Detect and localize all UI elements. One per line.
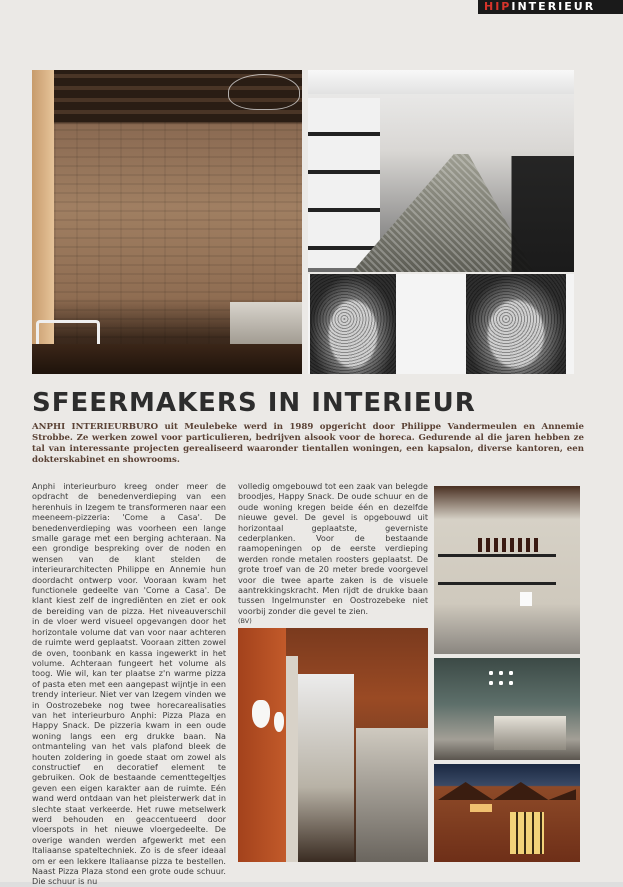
brand-hip: HIP <box>484 0 512 13</box>
roof <box>438 782 576 800</box>
bottles <box>478 538 540 552</box>
photo-snack-bar <box>434 658 580 760</box>
corridor-view <box>298 674 354 862</box>
display-counter <box>494 716 566 750</box>
chandelier <box>228 74 300 110</box>
wall-lamp-small <box>274 712 284 732</box>
pendant-lights <box>486 668 516 688</box>
pizza-counter <box>230 302 302 350</box>
notice <box>520 592 532 606</box>
photo-designer-portraits <box>308 274 574 374</box>
shop-sign <box>470 804 492 812</box>
photo-corridor <box>238 628 428 862</box>
wall-shelves <box>308 98 380 268</box>
article-column-1: Anphi interieurburo kreeg onder meer de opdracht de benedenverdieping van een herenhuis in Izegem te transformeren naar een meeneem-pizzeria: 'Come a Casa'. De benedenverdieping was voorheen een lange smalle garage met een berging achteraan. Na een grondige bespreking over de noden en wensen van de klant stelden de interieurarchitecten Philippe en Annemie hun doordacht ontwerp voor. Vooraan kwam het functionele gedeelte van 'Come a Casa'. De klant kiest zelf de ingrediënten en ziet er ook de bereiding van de pizza. Het niveauverschil in de vloer werd visueel opgevangen door het horizontale volume dat van voor naar achteren de ruimte werd geplaatst. Vooraan zitten zowel de oven, toonbank en kassa ingewerkt in het volume. Achteraan fungeert het volume als toog. Wie wil, kan ter plaatse z'n warme pizza of pasta eten met een aangepast wijntje in een trendy interieur. Niet ver van Izegem vinden we in Oostrozebeke nog twee horecarealisaties van het interieurburo Anphi: Pizza Plaza en Happy Snack. De pizzeria kwam in een oude woning langs een erg drukke baan. Na ontmanteling van het vals plafond bleek de houten zoldering in goede staat om zowel als constructief en decoratief element te gebruiken. Ook de bestaande cementtegeltjes geven een eigen karakter aan de ruimte. Eén wand werd ontdaan van het pleisterwerk dat in slechte staat verkeerde. Het ruwe metselwerk werd behouden en geaccentueerd door vloerspots in het nieuwe vloergedeelte. De overige wanden werden afgewerkt met een Italiaanse spateltechniek. Zo is de sfeer ideaal om er een lekkere Italiaanse pizza te bestellen. Naast Pizza Plaza stond een grote oude schuur. Die schuur is nu <box>32 481 226 887</box>
bar-stools <box>496 156 574 272</box>
portrait-man <box>466 274 566 374</box>
article-intro: ANPHI INTERIEURBURO uit Meulebeke werd in 1989 opgericht door Philippe Vandermeulen en Annemie Strobbe. Ze werken zowel voor particulieren, bedrijven alsook voor de horeca. Gedurende al die jaren hebben ze tal van interessante projecten gerealiseerd waaronder tientallen woningen, een kapsalon, diverse kantoren, een dokterskabinet en showrooms. <box>32 422 584 465</box>
article-headline: SFEERMAKERS IN INTERIEUR <box>32 388 476 418</box>
partition-wall <box>286 656 298 862</box>
photo-long-counter <box>308 70 574 272</box>
wooden-floor <box>32 344 302 374</box>
lit-window <box>510 812 544 854</box>
photo-bar-shelves <box>434 486 580 654</box>
wall-lamp <box>252 700 270 728</box>
author-credit: (BV) <box>238 617 252 626</box>
portrait-woman <box>310 274 396 374</box>
shelf <box>438 582 556 585</box>
red-wall <box>238 628 286 862</box>
column-2-text: volledig omgebouwd tot een zaak van belegde broodjes, Happy Snack. De oude schuur en de oude woning kregen beide één en dezelfde nieuwe gevel. De gevel is opgebouwd uit horizontaal geplaatste, geverniste cederplanken. Voor de bestaande raamopeningen op de eerste verdieping werden ronde metalen roosters geplaatst. De grote troef van de 20 meter brede voorgevel voor die twee aparte zaken is de visuele aantrekkingskracht. Men rijdt de drukke baan tussen Ingelmunster en Oostrozebeke niet voorbij zonder die gevel te zien. <box>238 481 428 616</box>
photo-facade-night <box>434 764 580 862</box>
brand-interieur: INTERIEUR <box>511 0 596 13</box>
magazine-brand <box>478 0 623 14</box>
counter-side <box>356 728 428 862</box>
shelf <box>438 554 556 557</box>
photo-brick-wall-interior <box>32 70 302 374</box>
ceiling <box>308 70 574 94</box>
article-column-2 <box>238 481 428 637</box>
